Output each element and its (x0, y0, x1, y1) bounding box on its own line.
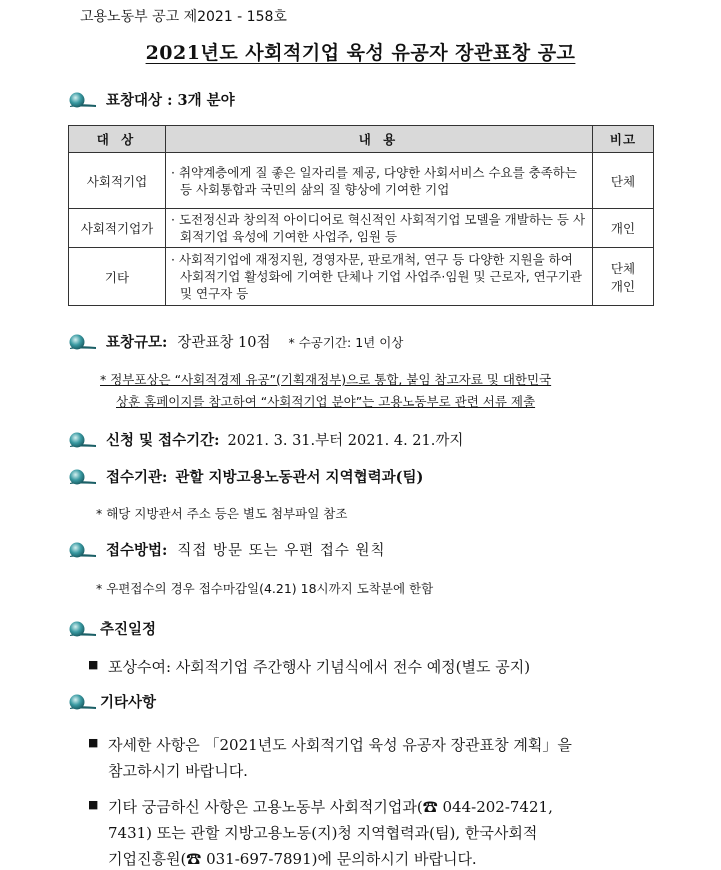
table-header-row (69, 126, 654, 153)
section-scale (68, 331, 403, 352)
table-cell-content: · 도전정신과 창의적 아이디어로 혁신적인 사회적기업 모델을 개발하는 등 사회적기업 육성에 기여한 사업주, 임원 등 (166, 209, 593, 248)
section-other (68, 691, 156, 712)
table-row (69, 153, 654, 209)
square-icon: ■ (88, 736, 99, 749)
schedule-item-text: 포상수여: 사회적기업 주간행사 기념식에서 전수 예정(별도 공지) (108, 658, 531, 676)
table-header-cell: 비고 (593, 126, 654, 153)
circle-arrow-icon (68, 620, 98, 638)
square-icon: ■ (88, 658, 99, 671)
table-row (69, 248, 654, 306)
section-office-value: 관할 지방고용노동관서 지역협력과(팀) (175, 469, 424, 486)
page-title: 2021년도 사회적기업 육성 유공자 장관표창 공고 (145, 42, 576, 64)
notice-number: 고용노동부 공고 제2021 - 158호 (80, 9, 287, 25)
table-row (69, 209, 654, 248)
office-note: * 해당 지방관서 주소 등은 별도 첨부파일 참조 (96, 506, 348, 521)
circle-arrow-icon (68, 468, 98, 486)
table-cell-category: 기타 (69, 248, 166, 306)
section-method-label: 접수방법: (106, 542, 168, 559)
section-period-label: 신청 및 접수기간: (106, 432, 220, 449)
circle-arrow-icon (68, 541, 98, 559)
circle-arrow-icon (68, 333, 98, 351)
note-line: 단체 (610, 260, 636, 276)
table-cell-content: · 사회적기업에 재정지원, 경영자문, 판로개척, 연구 등 다양한 지원을 하여 사회적기업 활성화에 기여한 단체나 기업 사업주·임원 및 근로자, 연구기관 및 연구자 등 (166, 248, 593, 306)
section-other-label: 기타사항 (100, 694, 157, 711)
table-cell-content: · 취약계층에게 질 좋은 일자리를 제공, 다양한 사회서비스 수요를 충족하는 등 사회통합과 국민의 삶의 질 향상에 기여한 기업 (166, 153, 593, 209)
section-period (68, 429, 463, 450)
award-table (68, 125, 654, 306)
section-office-label: 접수기관: (106, 469, 168, 486)
section-schedule (68, 618, 156, 639)
table-header-cell: 대 상 (69, 126, 166, 153)
section-scale-value: 장관표창 10점 (177, 335, 271, 351)
other-item (88, 734, 572, 781)
other-item-line: 7431) 또는 관할 지방고용노동(지)청 지역협력과(팀), 한국사회적 (108, 824, 538, 842)
section-method-value: 직접 방문 또는 우편 접수 원칙 (177, 543, 386, 559)
other-item-line: 기타 궁금하신 사항은 고용노동부 사회적기업과(☎ 044-202-7421, (108, 798, 553, 816)
table-cell-category: 사회적기업 (69, 153, 166, 209)
other-item-line: 기업진흥원(☎ 031-697-7891)에 문의하시기 바랍니다. (108, 850, 477, 868)
section-scale-extra: * 수공기간: 1년 이상 (288, 334, 404, 350)
table-cell-note (593, 248, 654, 306)
section-period-value: 2021. 3. 31.부터 2021. 4. 21.까지 (227, 433, 464, 449)
other-item (88, 796, 553, 869)
other-item-line: 자세한 사항은 「2021년도 사회적기업 육성 유공자 장관표창 계획」을 (108, 736, 572, 754)
section-target-label: 표창대상 : 3개 분야 (106, 92, 235, 109)
circle-arrow-icon (68, 431, 98, 449)
square-icon: ■ (88, 798, 99, 811)
section-target (68, 89, 235, 110)
method-note: * 우편접수의 경우 접수마감일(4.21) 18시까지 도착분에 한함 (96, 581, 434, 596)
section-office (68, 466, 423, 487)
section-scale-label: 표창규모: (106, 334, 168, 351)
other-item-line: 참고하시기 바랍니다. (108, 762, 248, 780)
section-method (68, 539, 386, 560)
table-cell-note: 단체 (593, 153, 654, 209)
gov-note-line: * 정부포상은 “사회적경제 유공”(기획재정부)으로 통합, 붙임 참고자료 및 대한민국 (100, 372, 552, 387)
section-schedule-label: 추진일정 (100, 621, 157, 638)
note-line: 개인 (610, 278, 636, 294)
schedule-item (88, 656, 530, 677)
table-cell-category: 사회적기업가 (69, 209, 166, 248)
circle-arrow-icon (68, 91, 98, 109)
table-cell-note: 개인 (593, 209, 654, 248)
table-header-cell: 내 용 (166, 126, 593, 153)
circle-arrow-icon (68, 693, 98, 711)
gov-note-line: 상훈 홈페이지를 참고하여 “사회적기업 분야”는 고용노동부로 관련 서류 제출 (116, 394, 536, 409)
